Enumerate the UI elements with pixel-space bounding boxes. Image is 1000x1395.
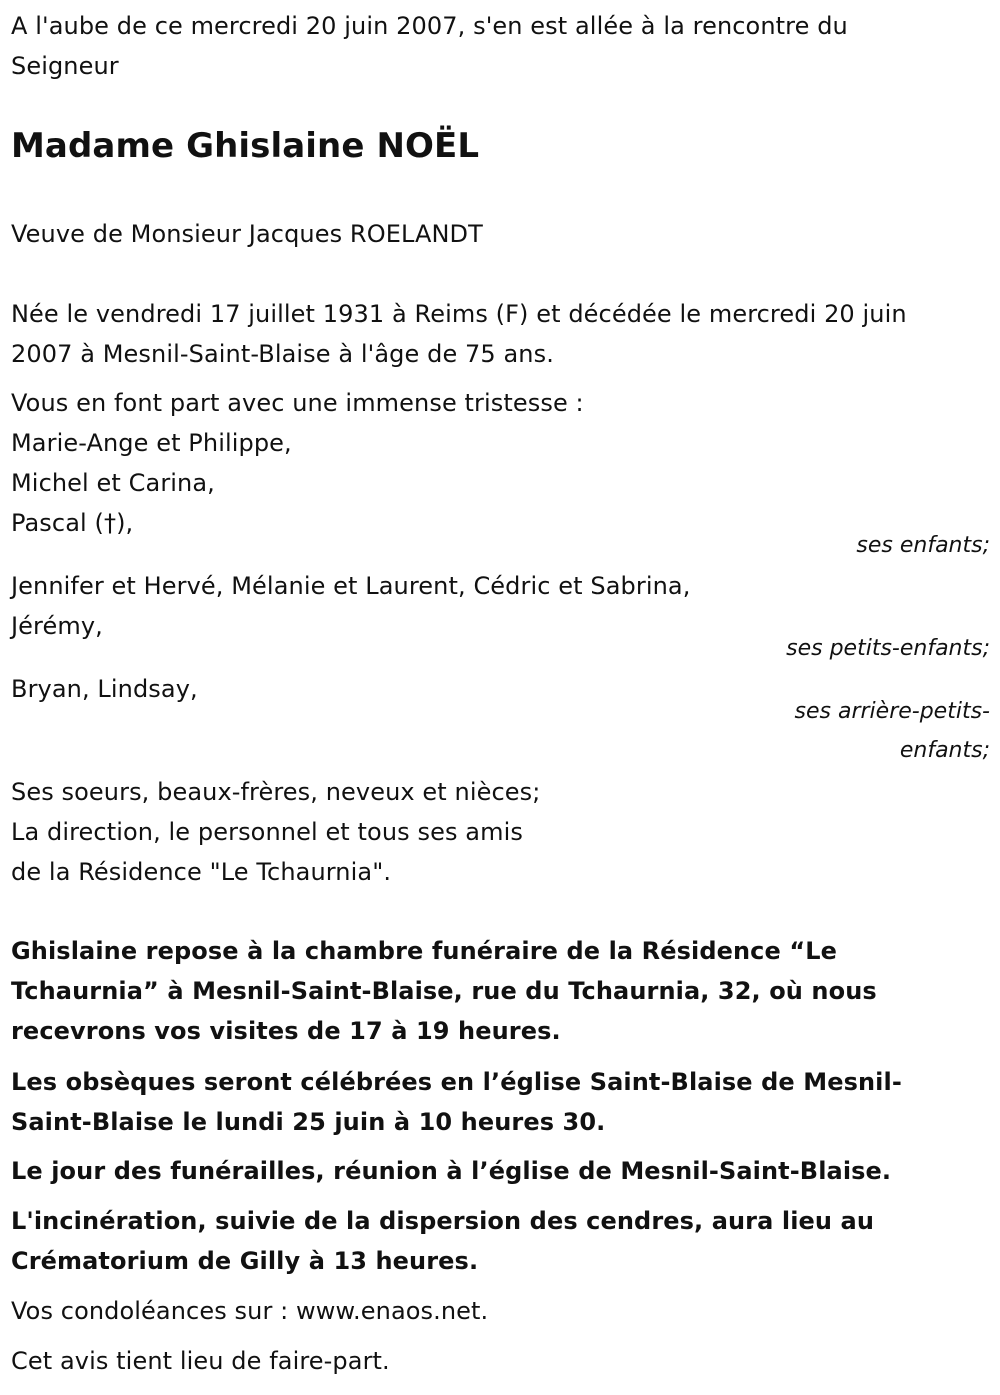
obseques-line: Saint-Blaise le lundi 25 juin à 10 heures 30. — [11, 1108, 606, 1136]
condolences-line: Vos condoléances sur : www.enaos.net. — [11, 1297, 489, 1325]
child-name: Marie-Ange et Philippe, — [11, 429, 292, 457]
repose-line: recevrons vos visites de 17 à 19 heures. — [11, 1017, 561, 1045]
birth-line-1: Née le vendredi 17 juillet 1931 à Reims (F) et décédée le mercredi 20 juin — [11, 300, 907, 328]
repose-line: Tchaurnia” à Mesnil-Saint-Blaise, rue du Tchaurnia, 32, où nous — [11, 977, 877, 1005]
incineration-line: Crématorium de Gilly à 13 heures. — [11, 1247, 479, 1275]
widow-line: Veuve de Monsieur Jacques ROELANDT — [11, 220, 483, 248]
incineration-line: L'incinération, suivie de la dispersion des cendres, aura lieu au — [11, 1207, 875, 1235]
others-line: de la Résidence "Le Tchaurnia". — [11, 858, 392, 886]
footer-line: Cet avis tient lieu de faire-part. — [11, 1347, 390, 1375]
great-grandchildren-role-line-2: enfants; — [899, 738, 990, 763]
obseques-line: Les obsèques seront célébrées en l’église Saint-Blaise de Mesnil- — [11, 1068, 902, 1096]
children-role: ses enfants; — [856, 533, 990, 558]
others-line: Ses soeurs, beaux-frères, neveux et nièces; — [11, 778, 541, 806]
intro-line-1: A l'aube de ce mercredi 20 juin 2007, s'en est allée à la rencontre du — [11, 12, 848, 40]
announce-line: Vous en font part avec une immense tristesse : — [11, 389, 584, 417]
repose-line: Ghislaine repose à la chambre funéraire de la Résidence “Le — [11, 937, 837, 965]
reunion-line: Le jour des funérailles, réunion à l’église de Mesnil-Saint-Blaise. — [11, 1157, 892, 1185]
child-name: Pascal (†), — [11, 509, 134, 537]
others-line: La direction, le personnel et tous ses amis — [11, 818, 523, 846]
grandchild-names: Jennifer et Hervé, Mélanie et Laurent, Cédric et Sabrina, — [11, 572, 691, 600]
grandchildren-role: ses petits-enfants; — [786, 636, 990, 661]
child-name: Michel et Carina, — [11, 469, 215, 497]
deceased-name: Madame Ghislaine NOËL — [11, 126, 480, 166]
intro-line-2: Seigneur — [11, 52, 119, 80]
birth-line-2: 2007 à Mesnil-Saint-Blaise à l'âge de 75 ans. — [11, 340, 554, 368]
great-grandchildren-role-line-1: ses arrière-petits- — [794, 699, 990, 724]
grandchild-names: Jérémy, — [11, 612, 103, 640]
great-grandchild-names: Bryan, Lindsay, — [11, 675, 198, 703]
